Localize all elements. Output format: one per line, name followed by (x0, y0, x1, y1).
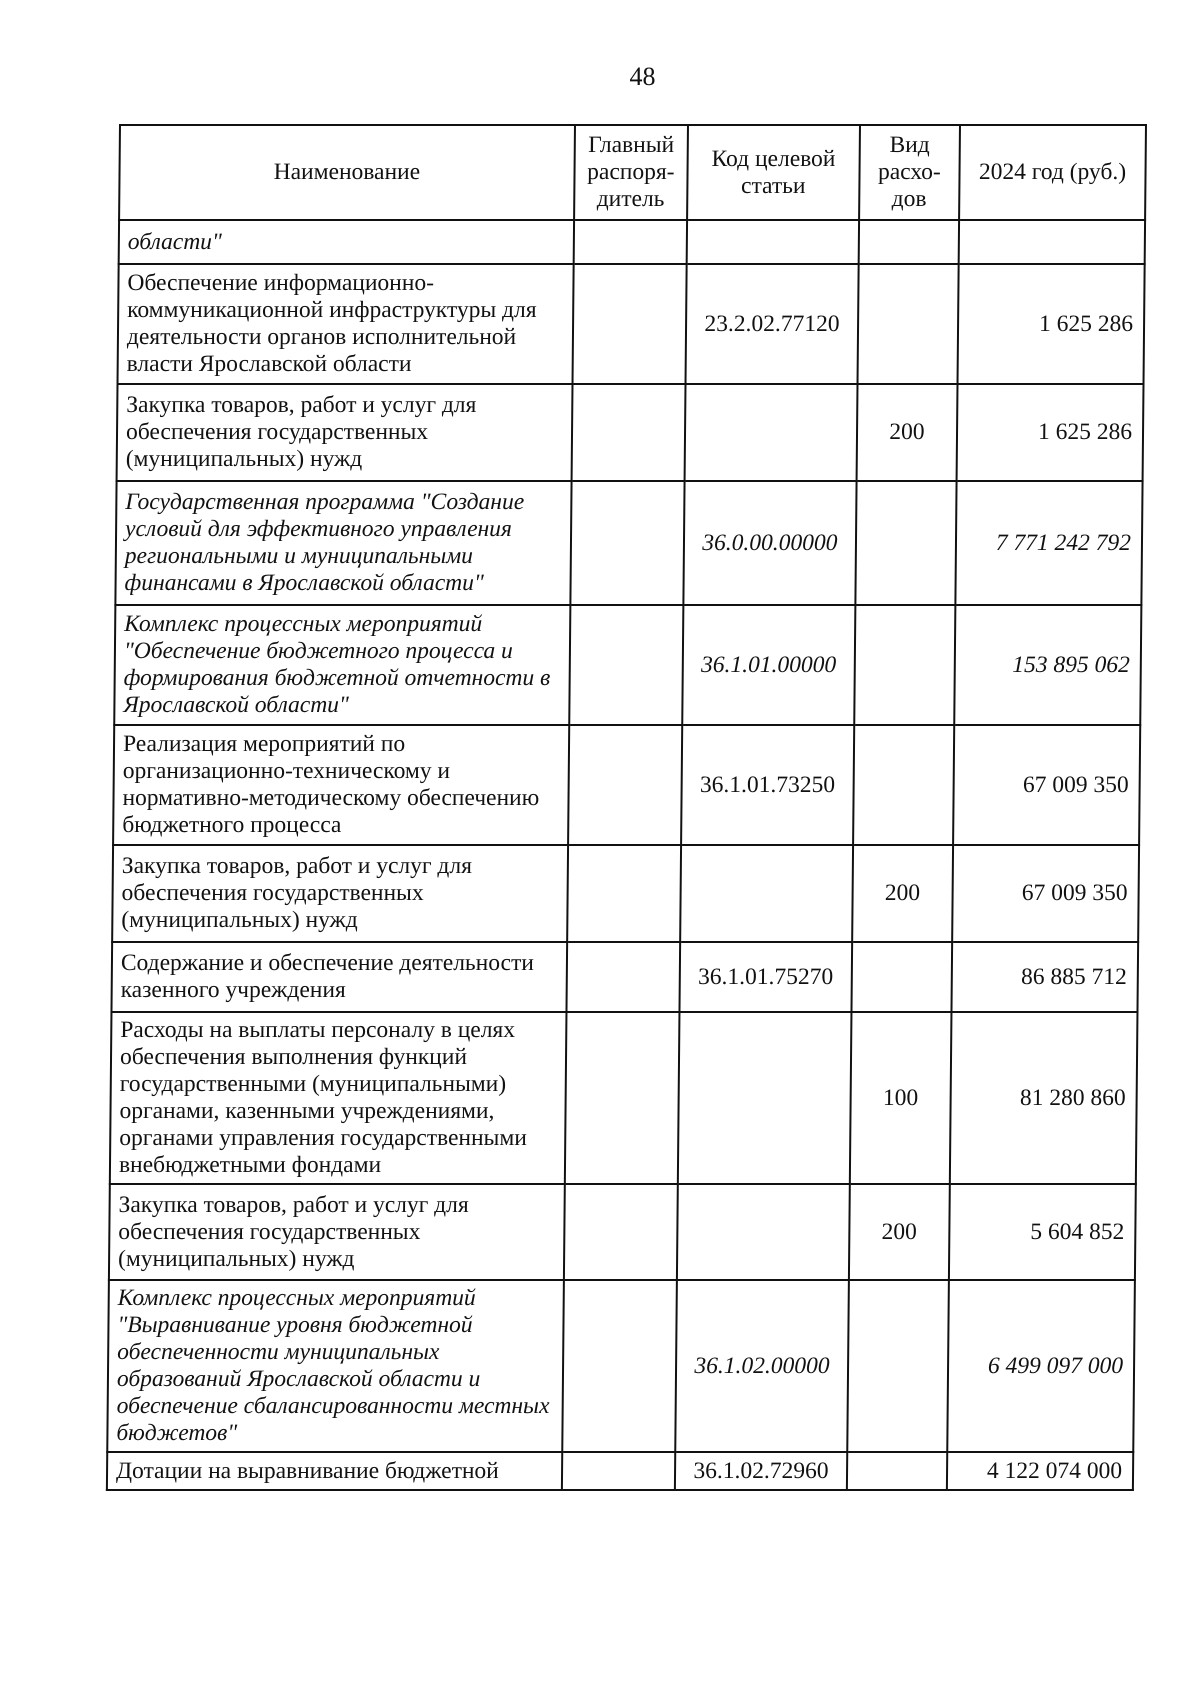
table-body (107, 220, 1145, 1490)
cell-amount: 153 895 062 (954, 605, 1141, 725)
cell-type (853, 725, 954, 845)
cell-type (847, 1280, 949, 1452)
cell-code: 36.1.01.75270 (679, 942, 852, 1012)
page-number: 48 (629, 62, 656, 91)
header-code: Код целевой статьи (687, 125, 860, 220)
cell-code (684, 384, 857, 481)
cell-type: 200 (852, 845, 953, 942)
table-row (111, 942, 1138, 1012)
table-row (119, 220, 1145, 264)
cell-code: 36.1.02.00000 (675, 1280, 849, 1452)
cell-amount: 4 122 074 000 (947, 1452, 1133, 1490)
cell-manager (573, 220, 687, 264)
cell-name: Государственная программа "Создание условий для эффективного управления региональными и муниципальными финансами в Ярославской области" (115, 481, 571, 605)
cell-name: Комплекс процессных мероприятий "Выравнивание уровня бюджетной обеспеченности муниципальных образований Ярославской области и обеспечение сбалансированности местных бюджетов" (107, 1280, 563, 1452)
cell-code: 36.1.01.00000 (682, 605, 855, 725)
cell-name: Закупка товаров, работ и услуг для обеспечения государственных (муниципальных) нужд (112, 845, 568, 942)
cell-name: Реализация мероприятий по организационно-техническому и нормативно-методическому обеспечению бюджетного процесса (113, 725, 569, 845)
table-row (107, 1280, 1135, 1452)
cell-type (847, 1452, 947, 1490)
table-row (113, 725, 1140, 845)
cell-amount: 67 009 350 (953, 725, 1140, 845)
table-row (115, 481, 1142, 605)
cell-amount: 1 625 286 (956, 384, 1143, 481)
cell-name: Дотации на выравнивание бюджетной (107, 1452, 562, 1490)
cell-manager (572, 264, 686, 384)
cell-name: Расходы на выплаты персоналу в целях обеспечения выполнения функций государственными (муниципальными) органами, казенными учреждениями, органами управления государственными внебюджетными фондами (110, 1012, 566, 1184)
cell-name: Комплекс процессных мероприятий "Обеспечение бюджетного процесса и формирования бюджетной отчетности в Ярославской области" (114, 605, 570, 725)
cell-code: 23.2.02.77120 (685, 264, 858, 384)
header-name: Наименование (119, 125, 575, 220)
table-header (119, 125, 1146, 220)
cell-manager (570, 481, 684, 605)
cell-name: Закупка товаров, работ и услуг для обеспечения государственных (муниципальных) нужд (109, 1184, 565, 1280)
cell-name: Содержание и обеспечение деятельности казенного учреждения (111, 942, 566, 1012)
table-row (109, 1184, 1136, 1280)
cell-code (680, 845, 853, 942)
cell-code (677, 1184, 850, 1280)
cell-type (857, 264, 958, 384)
cell-type: 200 (856, 384, 957, 481)
budget-table (106, 124, 1147, 1491)
cell-code (678, 1012, 852, 1184)
cell-amount: 6 499 097 000 (947, 1280, 1135, 1452)
header-row (119, 125, 1146, 220)
cell-type (854, 605, 955, 725)
cell-amount: 1 625 286 (957, 264, 1144, 384)
cell-type (851, 942, 952, 1012)
header-amount: 2024 год (руб.) (959, 125, 1146, 220)
cell-name: области" (119, 220, 574, 264)
cell-type (855, 481, 956, 605)
cell-code (687, 220, 859, 264)
cell-code: 36.0.00.00000 (683, 481, 856, 605)
table-row (110, 1012, 1138, 1184)
cell-manager (568, 725, 682, 845)
cell-code: 36.1.01.73250 (681, 725, 854, 845)
cell-manager (566, 942, 680, 1012)
cell-name: Закупка товаров, работ и услуг для обеспечения государственных (муниципальных) нужд (117, 384, 573, 481)
cell-name: Обеспечение информационно-коммуникационной инфраструктуры для деятельности органов исполнительной власти Ярославской области (118, 264, 574, 384)
table-row (112, 845, 1139, 942)
cell-amount: 67 009 350 (952, 845, 1139, 942)
cell-manager (564, 1184, 678, 1280)
cell-manager (571, 384, 685, 481)
cell-manager (562, 1280, 677, 1452)
cell-type (858, 220, 959, 264)
header-type: Вид расхо-дов (859, 125, 960, 220)
cell-amount: 5 604 852 (949, 1184, 1136, 1280)
cell-amount (959, 220, 1146, 264)
cell-amount: 7 771 242 792 (955, 481, 1142, 605)
cell-manager (569, 605, 683, 725)
cell-type: 100 (850, 1012, 952, 1184)
table-row (114, 605, 1141, 725)
cell-manager (565, 1012, 680, 1184)
cell-type: 200 (849, 1184, 950, 1280)
table-row (118, 264, 1145, 384)
cell-code: 36.1.02.72960 (675, 1452, 847, 1490)
table-row (107, 1452, 1133, 1490)
cell-manager (567, 845, 681, 942)
cell-amount: 86 885 712 (951, 942, 1138, 1012)
cell-manager (562, 1452, 676, 1490)
table-row (117, 384, 1144, 481)
header-manager: Главный распоря-дитель (574, 125, 688, 220)
cell-amount: 81 280 860 (950, 1012, 1138, 1184)
